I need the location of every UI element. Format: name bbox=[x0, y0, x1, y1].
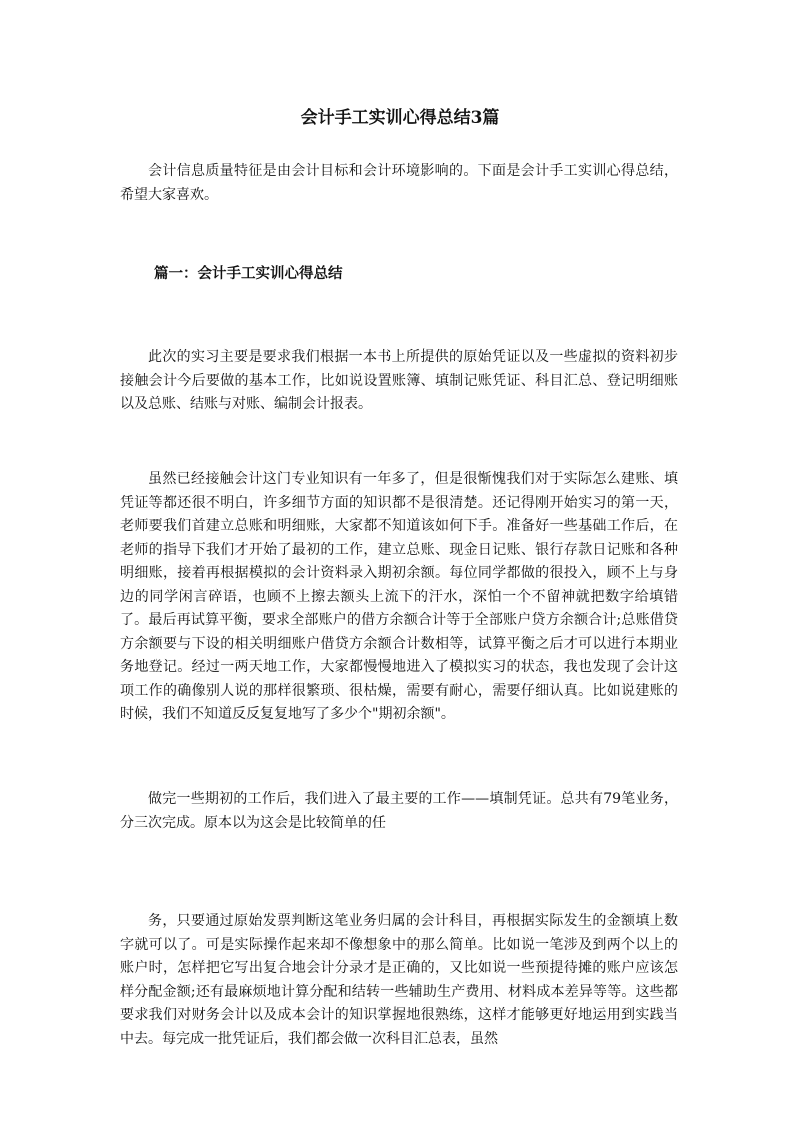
document-title: 会计手工实训心得总结3篇 bbox=[300, 108, 500, 128]
section-heading: 篇一：会计手工实训心得总结 bbox=[154, 265, 343, 282]
intro-paragraph: 会计信息质量特征是由会计目标和会计环境影响的。下面是会计手工实训心得总结，希望大家喜欢。 bbox=[120, 163, 678, 203]
body-paragraph-3: 做完一些期初的工作后，我们进入了最主要的工作——填制凭证。总共有79笔业务，分三次完成。原本以为这会是比较简单的任 bbox=[120, 791, 678, 831]
body-paragraph-4: 务，只要通过原始发票判断这笔业务归属的会计科目，再根据实际发生的金额填上数字就可以了。可是实际操作起来却不像想象中的那么简单。比如说一笔涉及到两个以上的账户时，怎样把它写出复合地会计分录才是正确的，又比如说一些预提待摊的账户应该怎样分配金额;还有最麻烦地计算分配和结转一些辅助生产费用、材料成本差异等等。这些都要求我们对财务会计以及成本会计的知识掌握地很熟练，这样才能够更好地运用到实践当中去。每完成一批凭证后，我们都会做一次科目汇总表，虽然 bbox=[120, 913, 678, 1047]
body-paragraph-1: 此次的实习主要是要求我们根据一本书上所提供的原始凭证以及一些虚拟的资料初步接触会计今后要做的基本工作，比如说设置账簿、填制记账凭证、科目汇总、登记明细账以及总账、结账与对账、编制会计报表。 bbox=[120, 349, 678, 412]
body-paragraph-2: 虽然已经接触会计这门专业知识有一年多了，但是很惭愧我们对于实际怎么建账、填凭证等都还很不明白，许多细节方面的知识都不是很清楚。还记得刚开始实习的第一天，老师要我们首建立总账和明细账，大家都不知道该如何下手。准备好一些基础工作后，在老师的指导下我们才开始了最初的工作，建立总账、现金日记账、银行存款日记账和各种明细账，接着再根据模拟的会计资料录入期初余额。每位同学都做的很投入，顾不上与身边的同学闲言碎语，也顾不上擦去额头上流下的汗水，深怕一个不留神就把数字给填错了。最后再试算平衡，要求全部账户的借方余额合计等于全部账户贷方余额合计;总账借贷方余额要与下设的相关明细账户借贷方余额合计数相等，试算平衡之后才可以进行本期业务地登记。经过一两天地工作，大家都慢慢地进入了模拟实习的状态，我也发现了会计这项工作的确像别人说的那样很繁琐、很枯燥，需要有耐心，需要仔细认真。比如说建账的时候，我们不知道反反复复地写了多少个"期初余额"。 bbox=[120, 471, 678, 722]
